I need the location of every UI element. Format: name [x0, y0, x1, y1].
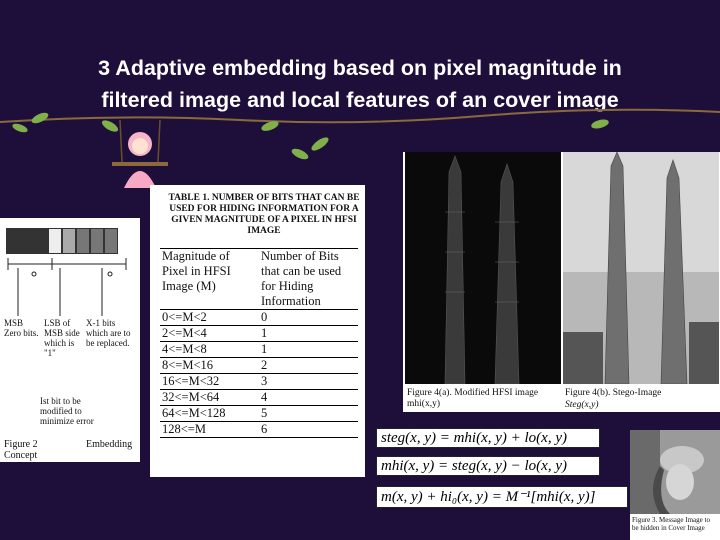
label-lsb: LSB of MSB side which is "1" — [44, 318, 80, 358]
leaf-icon — [290, 147, 310, 162]
leaf-icon — [590, 118, 609, 130]
leaf-icon — [30, 111, 50, 126]
slide-title-line1: 3 Adaptive embedding based on pixel magnitude in — [98, 56, 622, 80]
stego-tower-image — [563, 152, 719, 384]
figure4b-caption-line2: Steg(x,y) — [565, 400, 599, 410]
lena-figure — [630, 430, 720, 540]
table-header-magnitude: Magnitude of Pixel in HFSI Image (M) — [160, 249, 259, 310]
table-row — [160, 374, 358, 390]
table-cell: 128<=M — [160, 422, 259, 438]
towers-figure — [403, 152, 720, 412]
hfsi-tower-image — [405, 152, 561, 384]
equation-inverse: m(x, y) + hi₀(x, y) = M⁻¹[mhi(x, y)] — [376, 486, 628, 508]
equation-steg: steg(x, y) = mhi(x, y) + lo(x, y) — [376, 428, 600, 448]
table-cell: 5 — [259, 406, 358, 422]
table-cell: 2<=M<4 — [160, 326, 259, 342]
table-row — [160, 390, 358, 406]
table-row — [160, 326, 358, 342]
equation-mhi: mhi(x, y) = steg(x, y) − lo(x, y) — [376, 456, 600, 476]
label-msb-zero: MSB Zero bits. — [4, 318, 39, 338]
slide-title-line2: filtered image and local features of an cover image — [101, 88, 619, 112]
table-row — [160, 358, 358, 374]
table-cell: 0<=M<2 — [160, 310, 259, 326]
table-cell: 0 — [259, 310, 358, 326]
table-row — [160, 406, 358, 422]
embedding-figure — [0, 218, 140, 462]
table-header-bits: Number of Bits that can be used for Hiding Information — [259, 249, 358, 310]
table-row — [160, 342, 358, 358]
bits-table-panel — [150, 185, 365, 477]
label-replaced-bits: X-1 bits which are to be replaced. — [86, 318, 131, 348]
table-cell: 8<=M<16 — [160, 358, 259, 374]
table-cell: 4<=M<8 — [160, 342, 259, 358]
table-cell: 16<=M<32 — [160, 374, 259, 390]
table-row — [160, 310, 358, 326]
figure2-caption-left: Figure 2 — [4, 439, 38, 450]
table-row — [160, 422, 358, 438]
table-cell: 1 — [259, 326, 358, 342]
table-cell: 64<=M<128 — [160, 406, 259, 422]
figure2-caption-right: Embedding — [86, 439, 133, 450]
table-caption: TABLE 1. NUMBER OF BITS THAT CAN BE USED FOR HIDING INFORMATION FOR A GIVEN MAGNITUDE OF A PIXEL IN HFSI IMAGE — [168, 193, 360, 236]
lena-image — [630, 430, 720, 514]
figure4a-caption: Figure 4(a). Modified HFSI image mhi(x,y) — [407, 388, 539, 409]
table-cell: 1 — [259, 342, 358, 358]
table-cell: 6 — [259, 422, 358, 438]
leaf-icon — [11, 122, 28, 134]
bit-cells — [6, 228, 118, 254]
table-cell: 2 — [259, 358, 358, 374]
figure4b-caption: Figure 4(b). Stego-Image — [565, 388, 662, 398]
bits-table — [160, 248, 358, 438]
table-header-row — [160, 249, 358, 310]
figure3-caption: Figure 3. Message Image to be hidden in Cover Image — [632, 516, 710, 532]
figure2-caption-line2: Concept — [4, 450, 38, 461]
leaf-icon — [310, 135, 331, 153]
table-cell: 32<=M<64 — [160, 390, 259, 406]
label-first-bit: Ist bit to be modified to minimize error — [40, 396, 94, 426]
table-cell: 3 — [259, 374, 358, 390]
leaf-icon — [100, 118, 120, 134]
table-cell: 4 — [259, 390, 358, 406]
